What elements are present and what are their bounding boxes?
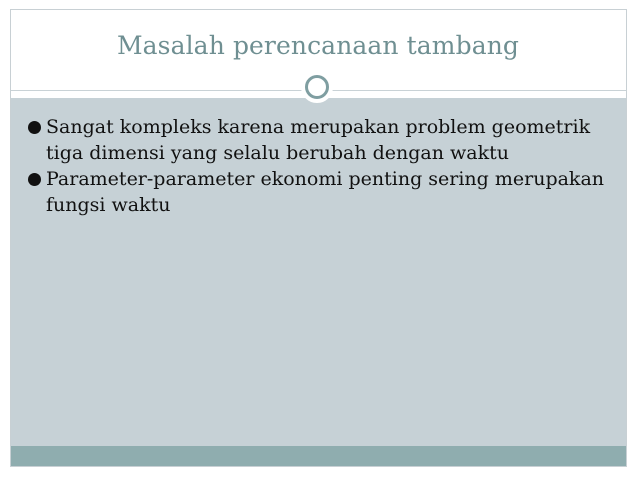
ornament-ring xyxy=(305,75,329,99)
bullet-icon xyxy=(28,121,41,134)
footer-bar xyxy=(11,446,626,466)
bullet-text: Sangat kompleks karena merupakan problem geometrik tiga dimensi yang selalu berubah dengan waktu xyxy=(46,116,591,164)
bullet-item xyxy=(28,114,608,166)
bullet-item xyxy=(28,166,608,218)
bullet-list xyxy=(28,114,608,218)
bullet-icon xyxy=(28,173,41,186)
bullet-text: Parameter-parameter ekonomi penting sering merupakan fungsi waktu xyxy=(46,168,605,216)
circle-ring-icon xyxy=(301,71,333,103)
slide-title: Masalah perencanaan tambang xyxy=(116,31,520,60)
